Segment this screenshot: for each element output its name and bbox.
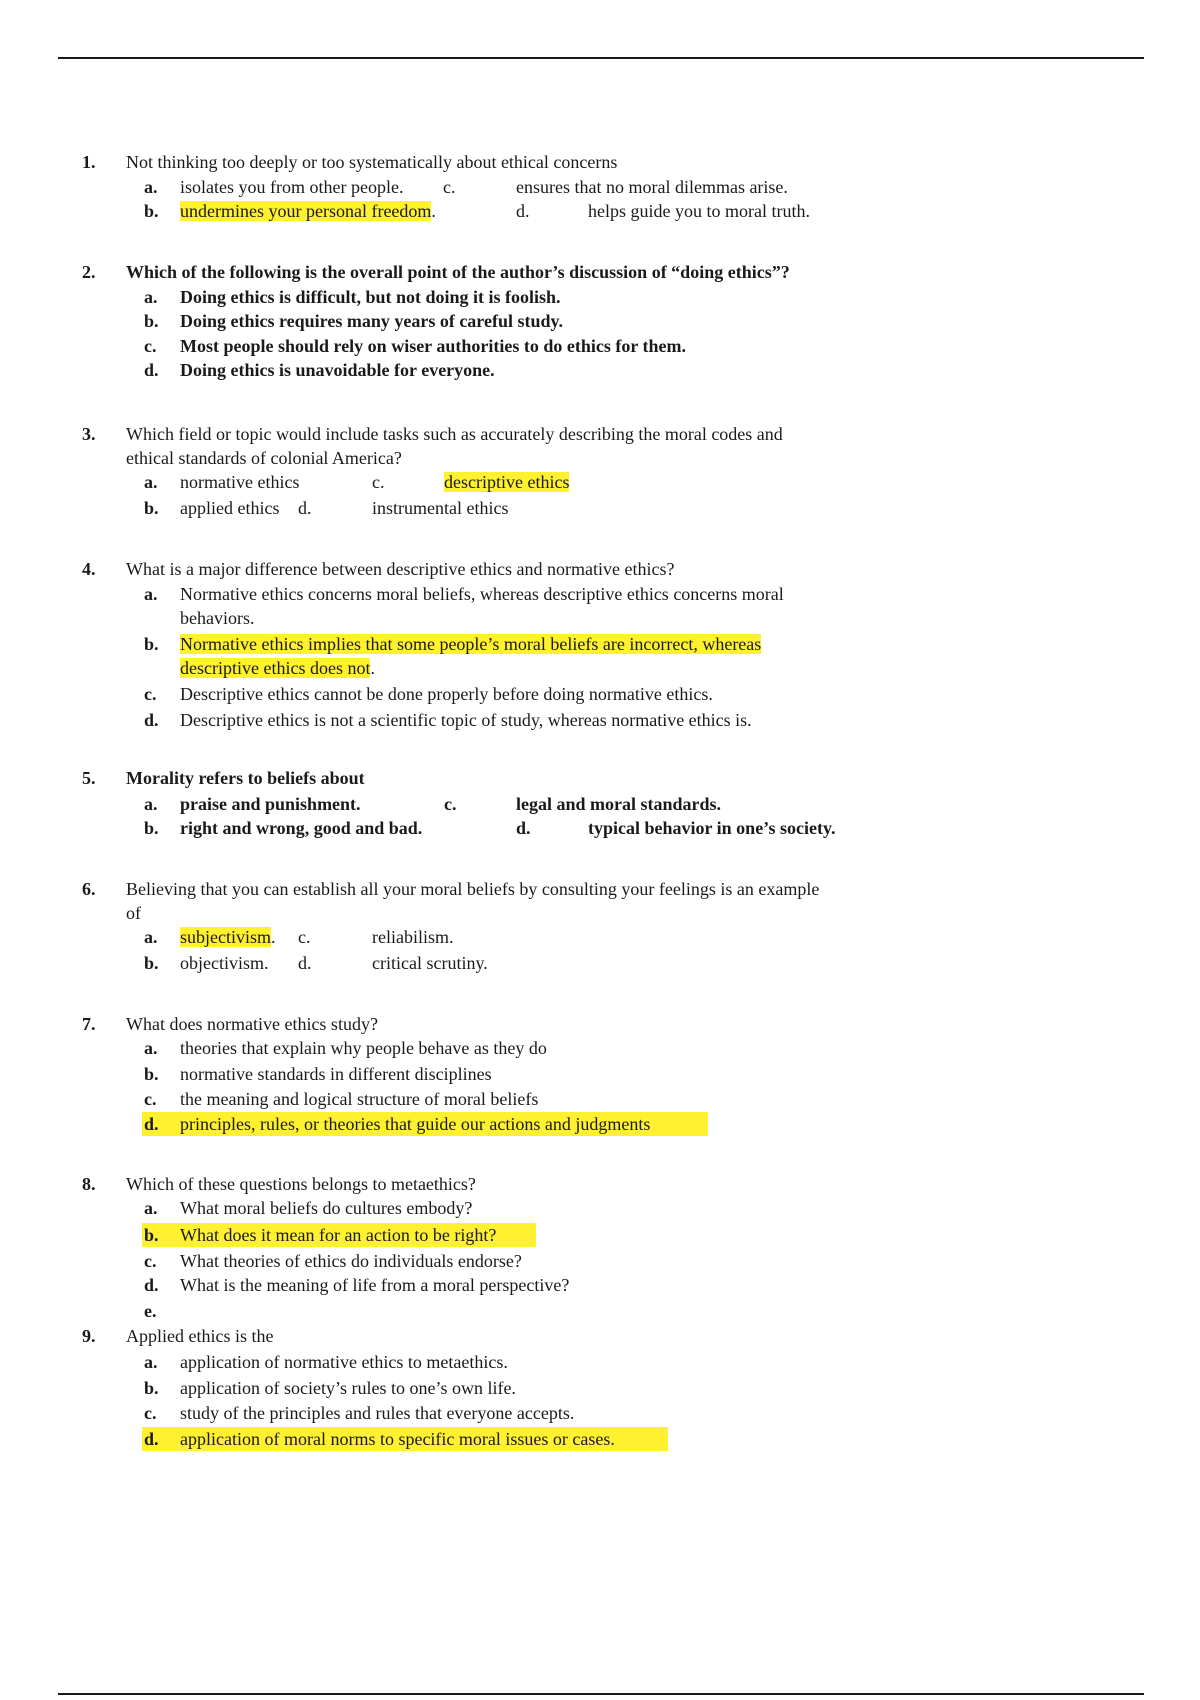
option-text: legal and moral standards. bbox=[516, 794, 722, 814]
option-text: praise and punishment. bbox=[180, 794, 361, 814]
option-letter: c. bbox=[443, 177, 456, 197]
option-letter: b. bbox=[144, 818, 159, 838]
option-letter: a. bbox=[144, 584, 158, 604]
option-text: objectivism. bbox=[180, 953, 269, 973]
option-text: right and wrong, good and bad. bbox=[180, 818, 423, 838]
answer-highlight: undermines your personal freedom bbox=[180, 201, 432, 221]
question-number: 4. bbox=[82, 559, 96, 579]
question-number: 6. bbox=[82, 879, 96, 899]
top-rule bbox=[58, 57, 1144, 59]
option-text-line: behaviors. bbox=[180, 608, 255, 628]
option-text: principles, rules, or theories that guide our actions and judgments bbox=[180, 1114, 651, 1134]
option-letter: a. bbox=[144, 794, 158, 814]
option-text: instrumental ethics bbox=[372, 498, 509, 518]
option-text: normative standards in different disciplines bbox=[180, 1064, 492, 1084]
question-number: 7. bbox=[82, 1014, 96, 1034]
option-text: What is the meaning of life from a moral perspective? bbox=[180, 1275, 570, 1295]
option-letter: b. bbox=[144, 498, 159, 518]
option-text: Descriptive ethics is not a scientific topic of study, whereas normative ethics is. bbox=[180, 710, 752, 730]
question-stem: Morality refers to beliefs about bbox=[126, 768, 365, 788]
option-letter: a. bbox=[144, 1038, 158, 1058]
question-stem: Applied ethics is the bbox=[126, 1326, 274, 1346]
option-letter: d. bbox=[144, 360, 159, 380]
option-letter: b. bbox=[144, 201, 159, 221]
option-text: reliabilism. bbox=[372, 927, 454, 947]
question-number: 5. bbox=[82, 768, 96, 788]
question-stem-line: Which field or topic would include tasks such as accurately describing the moral codes and bbox=[126, 424, 783, 444]
option-letter: a. bbox=[144, 1198, 158, 1218]
option-text: applied ethics bbox=[180, 498, 280, 518]
option-answer-row bbox=[180, 199, 436, 223]
option-text: What does it mean for an action to be right? bbox=[180, 1225, 497, 1245]
option-letter: d. bbox=[516, 201, 530, 221]
option-letter: d. bbox=[516, 818, 531, 838]
option-punctuation: . bbox=[370, 658, 375, 678]
option-letter: c. bbox=[144, 684, 157, 704]
question-stem: Not thinking too deeply or too systematically about ethical concerns bbox=[126, 152, 618, 172]
question-stem-line: ethical standards of colonial America? bbox=[126, 448, 402, 468]
option-letter: c. bbox=[144, 336, 157, 356]
question-stem: What is a major difference between descriptive ethics and normative ethics? bbox=[126, 559, 675, 579]
option-text: Doing ethics is unavoidable for everyone. bbox=[180, 360, 495, 380]
option-text: What theories of ethics do individuals endorse? bbox=[180, 1251, 522, 1271]
option-answer-row bbox=[180, 925, 276, 949]
option-letter: b. bbox=[144, 953, 159, 973]
option-letter: b. bbox=[144, 311, 159, 331]
option-text: helps guide you to moral truth. bbox=[588, 201, 810, 221]
option-letter: b. bbox=[144, 1225, 159, 1245]
option-letter: c. bbox=[444, 794, 457, 814]
option-text: theories that explain why people behave as they do bbox=[180, 1038, 547, 1058]
option-letter: b. bbox=[144, 1064, 159, 1084]
option-letter: c. bbox=[144, 1251, 157, 1271]
option-letter: a. bbox=[144, 472, 158, 492]
option-text: typical behavior in one’s society. bbox=[588, 818, 836, 838]
answer-highlight: descriptive ethics bbox=[444, 472, 570, 492]
option-text: Most people should rely on wiser authorities to do ethics for them. bbox=[180, 336, 686, 356]
option-letter: d. bbox=[144, 1275, 159, 1295]
question-number: 9. bbox=[82, 1326, 96, 1346]
option-text: Descriptive ethics cannot be done properly before doing normative ethics. bbox=[180, 684, 713, 704]
option-letter: a. bbox=[144, 287, 158, 307]
bottom-rule bbox=[58, 1693, 1144, 1695]
option-text: the meaning and logical structure of moral beliefs bbox=[180, 1089, 539, 1109]
option-text: isolates you from other people. bbox=[180, 177, 404, 197]
option-letter: d. bbox=[144, 1429, 159, 1449]
option-letter: e. bbox=[144, 1301, 157, 1321]
option-text: critical scrutiny. bbox=[372, 953, 488, 973]
option-letter: c. bbox=[298, 927, 311, 947]
option-letter: a. bbox=[144, 1352, 158, 1372]
option-text: Doing ethics requires many years of careful study. bbox=[180, 311, 563, 331]
answer-highlight: Normative ethics implies that some people’s moral beliefs are incorrect, whereas bbox=[180, 634, 762, 654]
option-letter: b. bbox=[144, 634, 159, 654]
answer-highlight: descriptive ethics does not bbox=[180, 658, 371, 678]
option-text: application of moral norms to specific moral issues or cases. bbox=[180, 1429, 615, 1449]
option-text: application of normative ethics to metaethics. bbox=[180, 1352, 508, 1372]
option-letter: d. bbox=[144, 710, 159, 730]
option-letter: c. bbox=[144, 1089, 157, 1109]
question-stem-line: Believing that you can establish all your moral beliefs by consulting your feelings is an example bbox=[126, 879, 820, 899]
option-text: ensures that no moral dilemmas arise. bbox=[516, 177, 788, 197]
question-stem: What does normative ethics study? bbox=[126, 1014, 378, 1034]
option-text-line: Normative ethics concerns moral beliefs, whereas descriptive ethics concerns moral bbox=[180, 584, 784, 604]
option-punctuation: . bbox=[271, 927, 276, 947]
question-stem: Which of the following is the overall point of the author’s discussion of “doing ethics”? bbox=[126, 262, 790, 282]
option-letter: d. bbox=[298, 953, 312, 973]
option-letter: a. bbox=[144, 927, 158, 947]
question-number: 2. bbox=[82, 262, 96, 282]
option-letter: d. bbox=[298, 498, 312, 518]
question-number: 1. bbox=[82, 152, 96, 172]
answer-highlight: subjectivism bbox=[180, 927, 271, 947]
option-text: Doing ethics is difficult, but not doing it is foolish. bbox=[180, 287, 561, 307]
option-answer-row bbox=[180, 656, 375, 680]
question-stem: Which of these questions belongs to metaethics? bbox=[126, 1174, 476, 1194]
option-text: What moral beliefs do cultures embody? bbox=[180, 1198, 473, 1218]
option-letter: d. bbox=[144, 1114, 159, 1134]
option-punctuation: . bbox=[431, 201, 436, 221]
question-stem-line: of bbox=[126, 903, 141, 923]
option-letter: a. bbox=[144, 177, 158, 197]
question-number: 3. bbox=[82, 424, 96, 444]
option-letter: c. bbox=[372, 472, 385, 492]
question-number: 8. bbox=[82, 1174, 96, 1194]
option-text: normative ethics bbox=[180, 472, 300, 492]
option-text: application of society’s rules to one’s own life. bbox=[180, 1378, 516, 1398]
option-answer-row bbox=[180, 632, 761, 656]
option-letter: c. bbox=[144, 1403, 157, 1423]
option-text: study of the principles and rules that everyone accepts. bbox=[180, 1403, 575, 1423]
option-answer-row bbox=[444, 470, 569, 494]
option-letter: b. bbox=[144, 1378, 159, 1398]
